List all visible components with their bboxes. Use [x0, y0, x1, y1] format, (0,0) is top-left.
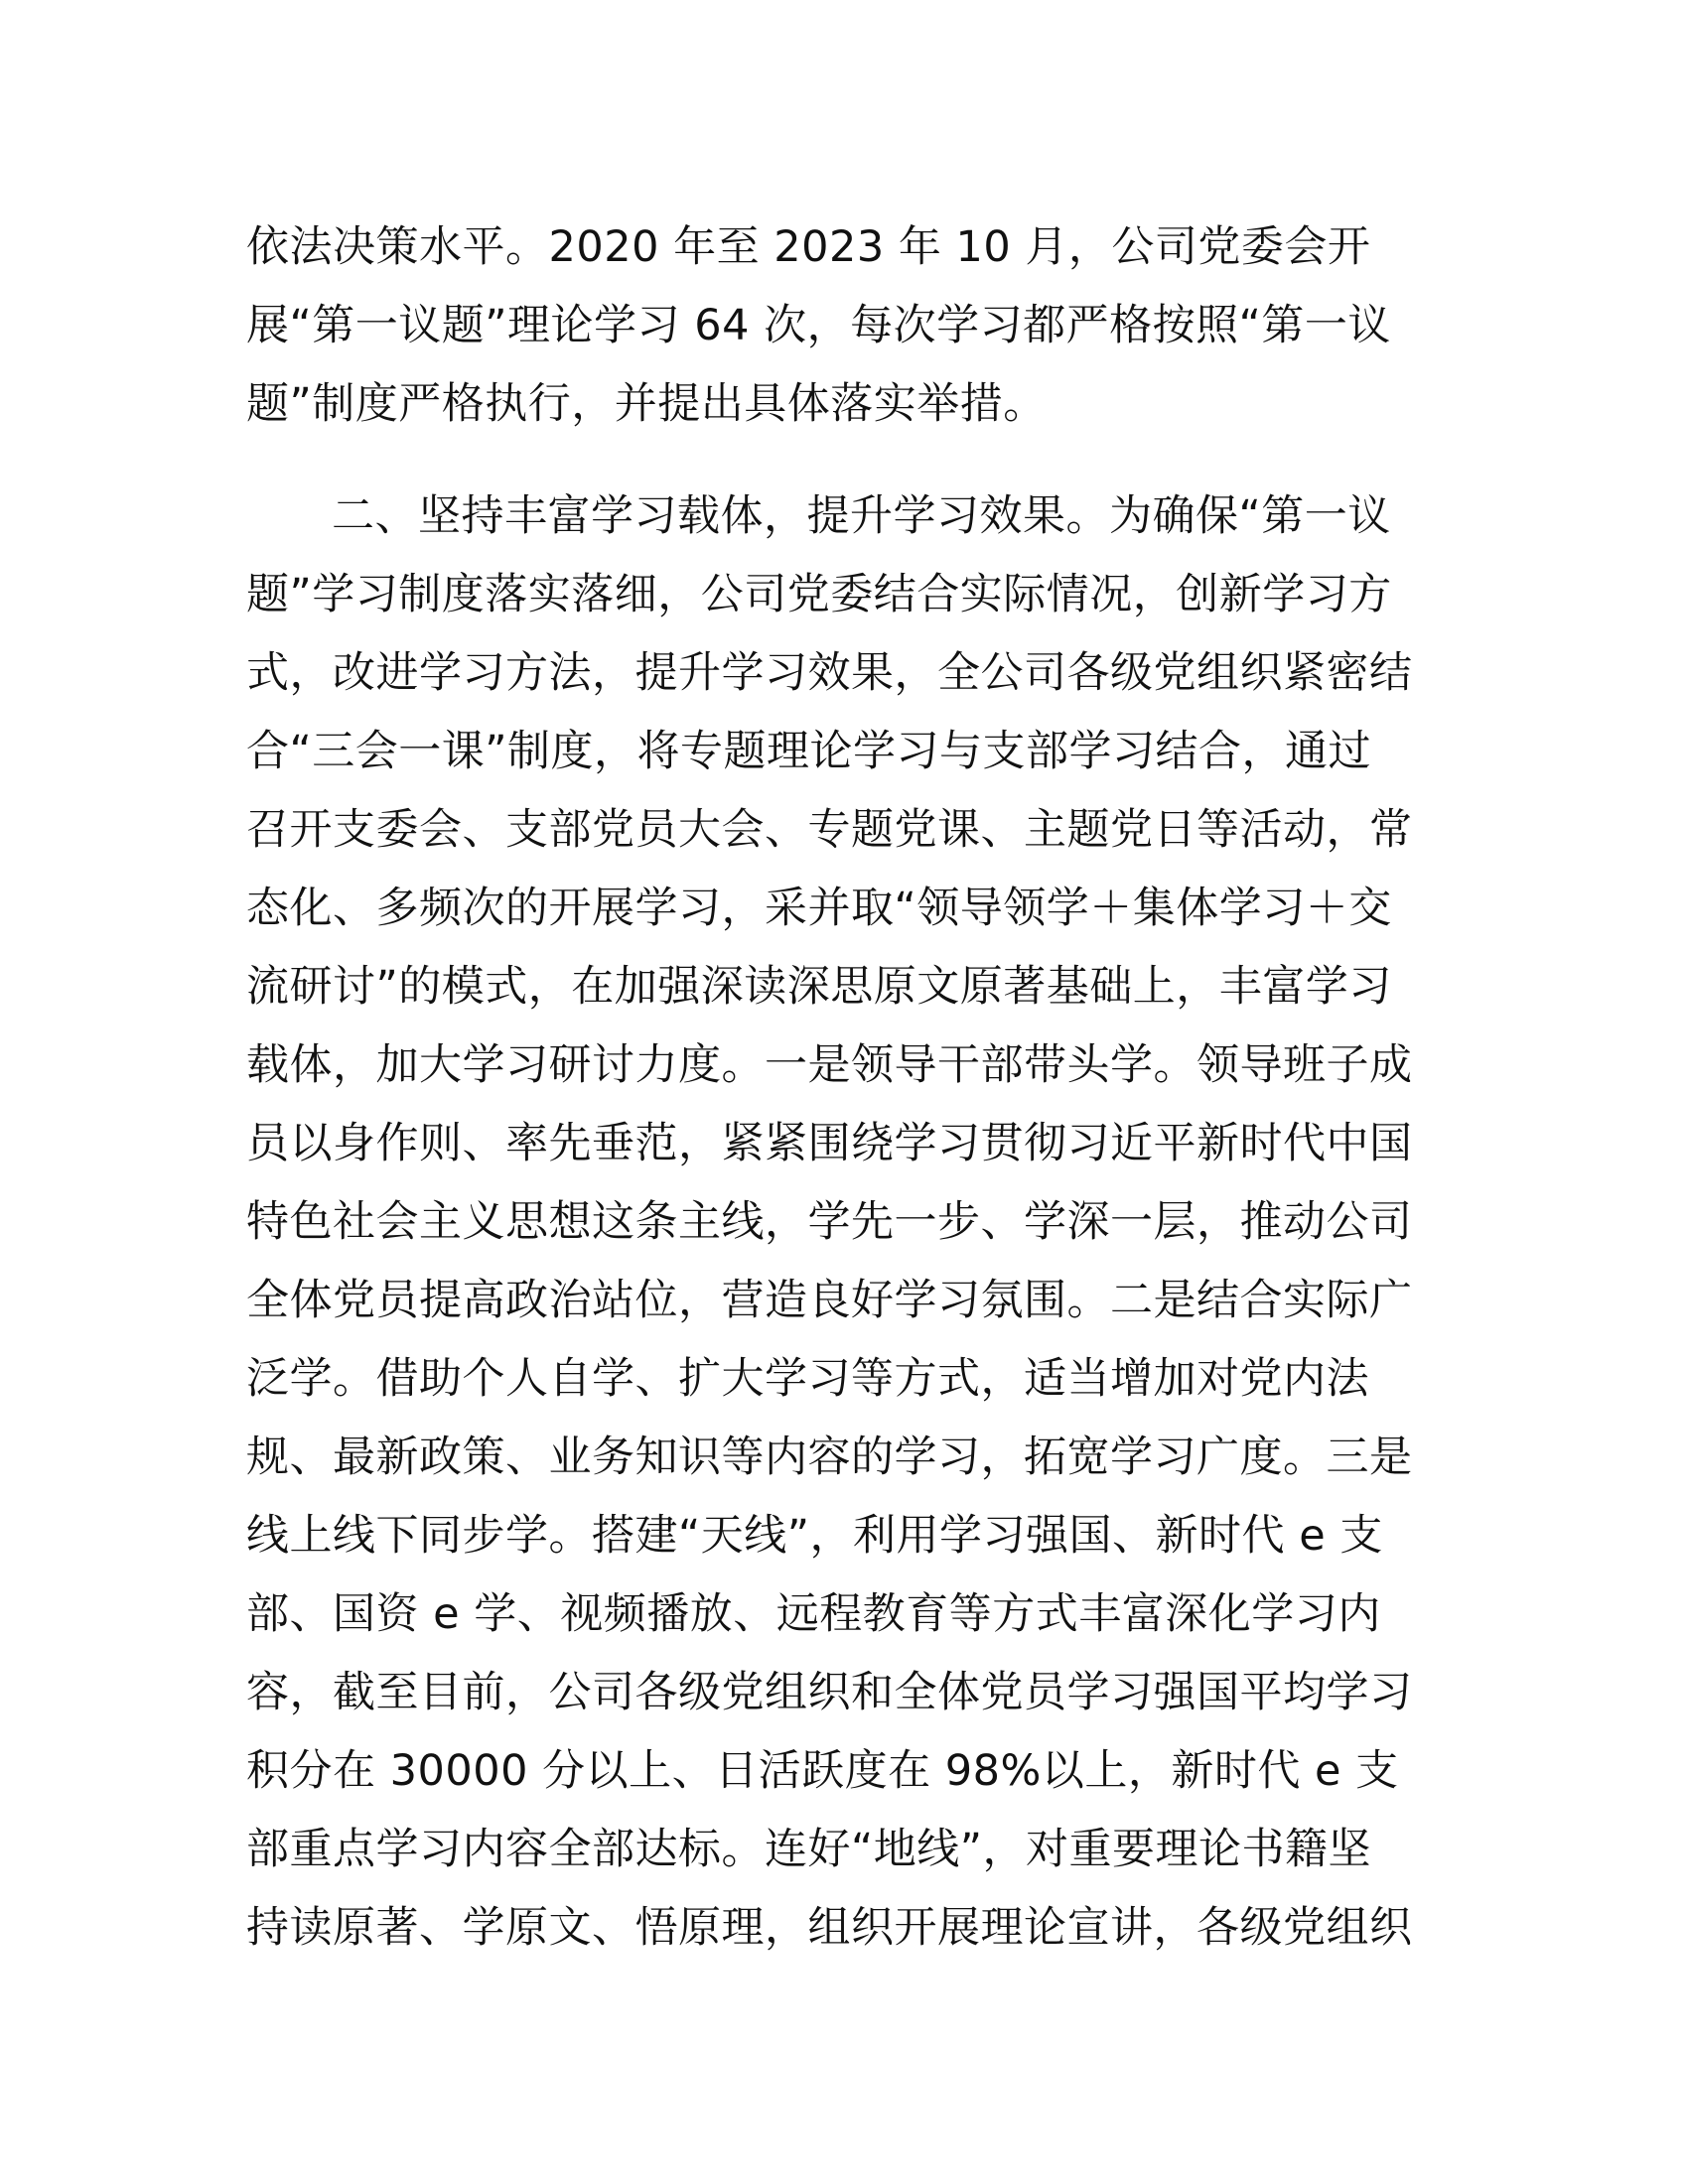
paragraph-spacer: [246, 444, 1438, 478]
paragraph-line: 合“三会一课”制度，将专题理论学习与支部学习结合，通过: [246, 727, 1372, 776]
paragraph-line: 依法决策水平。2020 年至 2023 年 10 月，公司党委会开: [246, 222, 1371, 272]
paragraph-1: [246, 208, 1438, 444]
paragraph-line: 特色社会主义思想这条主线，学先一步、学深一层，推动公司: [246, 1197, 1413, 1247]
paragraph-line: 题”学习制度落实落细，公司党委结合实际情况，创新学习方: [246, 570, 1392, 619]
paragraph-line: 泛学。借助个人自学、扩大学习等方式，适当增加对党内法: [246, 1354, 1369, 1404]
document-body: [246, 208, 1438, 1968]
paragraph-line: 二、坚持丰富学习载体，提升学习效果。为确保“第一议: [332, 491, 1391, 541]
paragraph-line: 态化、多频次的开展学习，采并取“领导领学＋集体学习＋交: [246, 884, 1392, 933]
paragraph-line: 展“第一议题”理论学习 64 次，每次学习都严格按照“第一议: [246, 301, 1391, 350]
paragraph-line: 员以身作则、率先垂范，紧紧围绕学习贯彻习近平新时代中国: [246, 1119, 1413, 1168]
paragraph-line: 部重点学习内容全部达标。连好“地线”，对重要理论书籍坚: [246, 1825, 1372, 1874]
paragraph-line: 规、最新政策、业务知识等内容的学习，拓宽学习广度。三是: [246, 1433, 1413, 1482]
paragraph-line: 载体，加大学习研讨力度。一是领导干部带头学。领导班子成: [246, 1040, 1413, 1090]
paragraph-line: 持读原著、学原文、悟原理，组织开展理论宣讲，各级党组织: [246, 1903, 1413, 1953]
paragraph-line: 题”制度严格执行，并提出具体落实举措。: [246, 379, 1047, 429]
paragraph-line: 部、国资 e 学、视频播放、远程教育等方式丰富深化学习内: [246, 1589, 1381, 1639]
paragraph-line: 积分在 30000 分以上、日活跃度在 98%以上，新时代 e 支: [246, 1746, 1399, 1796]
paragraph-2: [246, 478, 1438, 1968]
paragraph-line: 召开支委会、支部党员大会、专题党课、主题党日等活动，常: [246, 805, 1413, 855]
paragraph-line: 容，截至目前，公司各级党组织和全体党员学习强国平均学习: [246, 1668, 1413, 1717]
paragraph-line: 全体党员提高政治站位，营造良好学习氛围。二是结合实际广: [246, 1276, 1413, 1325]
paragraph-line: 流研讨”的模式，在加强深读深思原文原著基础上，丰富学习: [246, 962, 1392, 1012]
paragraph-line: 式，改进学习方法，提升学习效果，全公司各级党组织紧密结: [246, 648, 1413, 698]
paragraph-line: 线上线下同步学。搭建“天线”，利用学习强国、新时代 e 支: [246, 1511, 1383, 1561]
